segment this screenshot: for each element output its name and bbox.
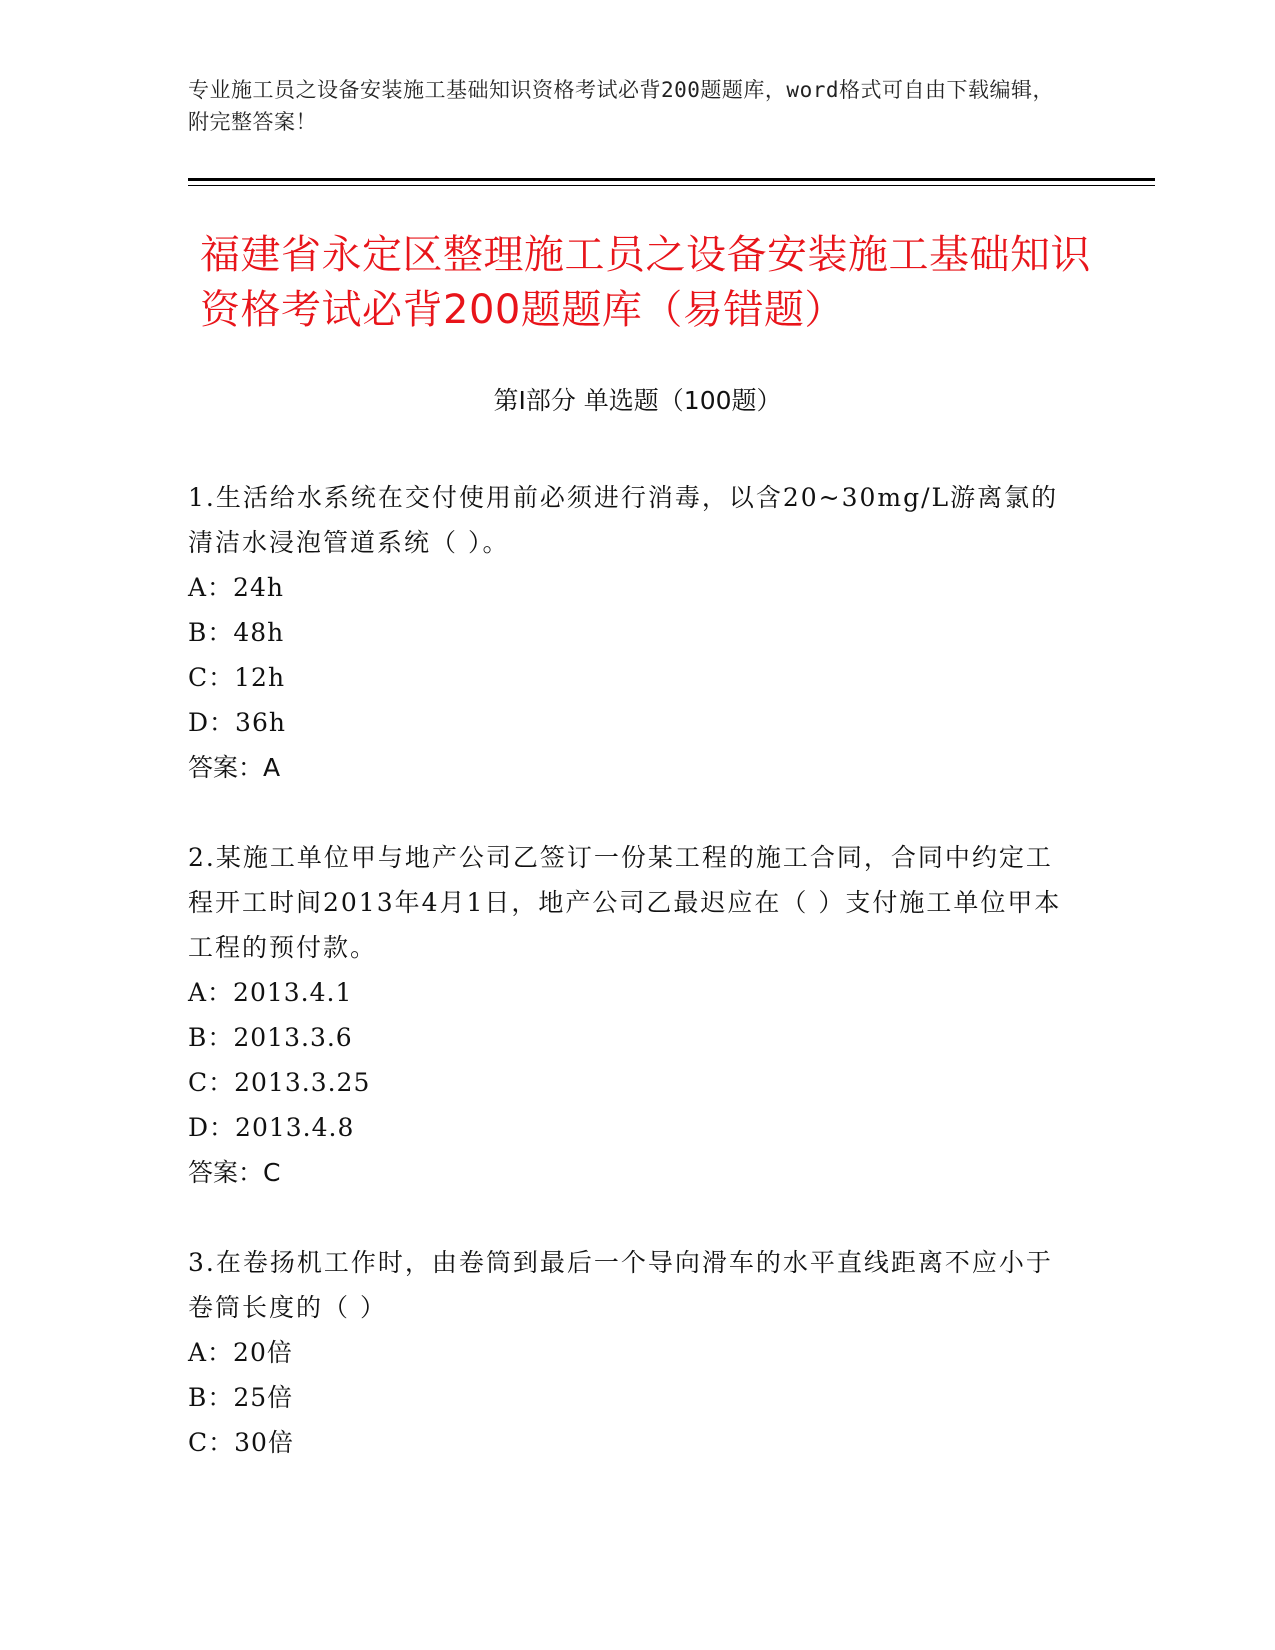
question-3 — [188, 1240, 1068, 1465]
header-divider-thin — [188, 185, 1155, 186]
answer-line: 答案：C — [188, 1158, 281, 1187]
question-list — [188, 475, 1068, 1465]
answer-line: 答案：A — [188, 753, 281, 782]
header-divider-thick — [188, 178, 1155, 181]
option-b: B：48h — [188, 618, 285, 647]
option-c: C：30倍 — [188, 1428, 294, 1457]
option-b: B：2013.3.6 — [188, 1023, 353, 1052]
header-note: 专业施工员之设备安装施工基础知识资格考试必背200题题库，word格式可自由下载编辑，附完整答案！ — [188, 78, 1054, 134]
question-stem: 2.某施工单位甲与地产公司乙签订一份某工程的施工合同，合同中约定工程开工时间2013年4月1日，地产公司乙最迟应在（ ）支付施工单位甲本工程的预付款。 — [188, 843, 1062, 962]
question-stem: 3.在卷扬机工作时，由卷筒到最后一个导向滑车的水平直线距离不应小于卷筒长度的（ ） — [188, 1248, 1053, 1322]
option-c: C：2013.3.25 — [188, 1068, 371, 1097]
option-a: A：2013.4.1 — [188, 978, 353, 1007]
document-title: 福建省永定区整理施工员之设备安装施工基础知识资格考试必背200题题库（易错题） — [200, 232, 1091, 333]
option-d: D：2013.4.8 — [188, 1113, 355, 1142]
question-2 — [188, 835, 1068, 1195]
option-d: D：36h — [188, 708, 286, 737]
option-b: B：25倍 — [188, 1383, 294, 1412]
question-1 — [188, 475, 1068, 790]
option-a: A：20倍 — [188, 1338, 293, 1367]
section-title: 第Ⅰ部分 单选题（100题） — [493, 386, 782, 415]
question-stem: 1.生活给水系统在交付使用前必须进行消毒，以含20~30mg/L游离氯的清洁水浸泡管道系统（ ）。 — [188, 483, 1059, 557]
option-c: C：12h — [188, 663, 286, 692]
option-a: A：24h — [188, 573, 284, 602]
